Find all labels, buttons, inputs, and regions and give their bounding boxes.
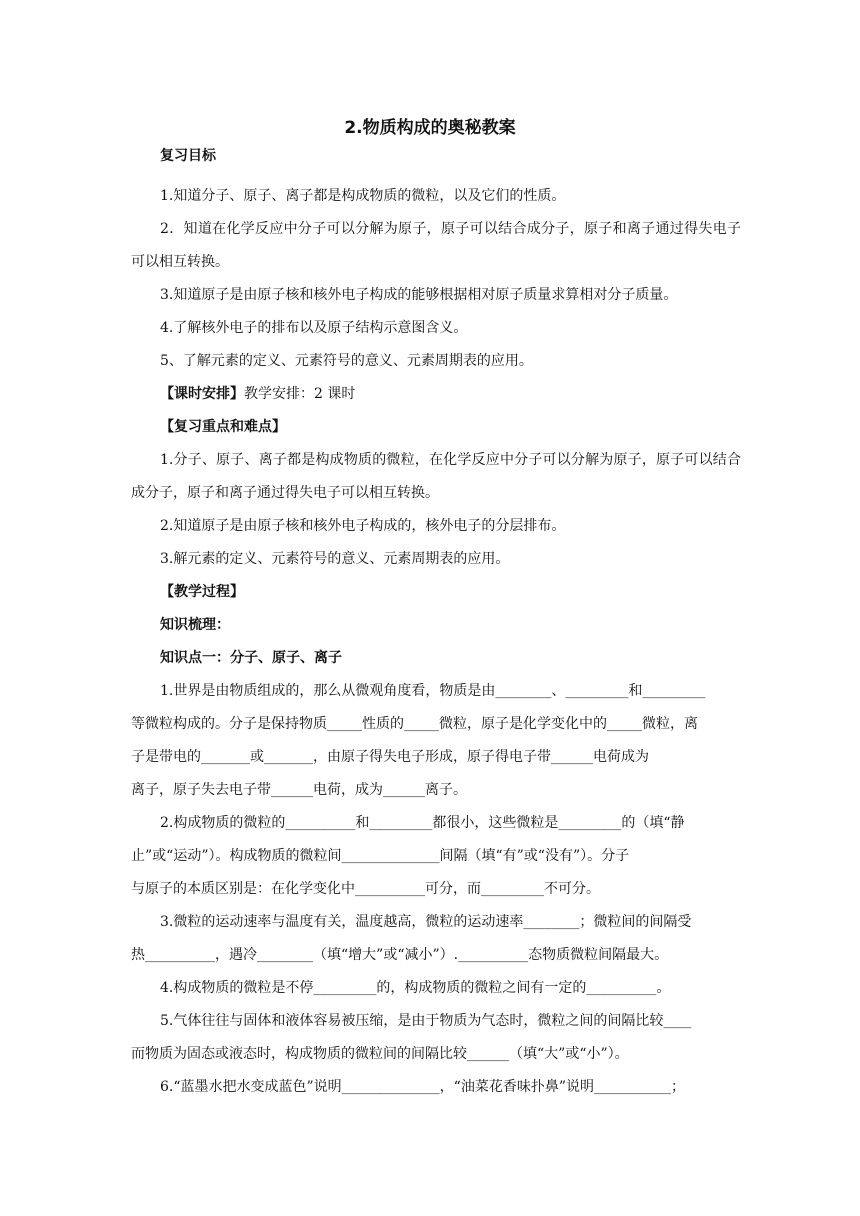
question-line: 子是带电的_______或_______，由原子得失电子形成，原子得电子带______电荷成为	[131, 749, 649, 765]
schedule-text: 教学安排：2 课时	[244, 386, 356, 402]
question-line: 5.气体往往与固体和液体容易被压缩，是由于物质为气态时，微粒之间的间隔比较____	[160, 1013, 692, 1029]
question-line: 而物质为固态或液态时，构成物质的微粒间的间隔比较______（填“大”或“小”）。	[131, 1046, 629, 1062]
point1-heading: 知识点一：分子、原子、离子	[160, 650, 342, 666]
goal-item: 5、了解元素的定义、元素符号的意义、元素周期表的应用。	[160, 353, 533, 369]
key-points-heading: 【复习重点和难点】	[160, 419, 286, 435]
goal-item: 4.了解核外电子的排布以及原子结构示意图含义。	[160, 320, 468, 336]
question-1	[131, 675, 741, 807]
question-line: 等微粒构成的。分子是保持物质_____性质的_____微粒，原子是化学变化中的_____微粒，离	[131, 716, 698, 732]
question-line: 与原子的本质区别是：在化学变化中__________可分，而_________不可分。	[131, 881, 600, 897]
question-6: 6.“蓝墨水把水变成蓝色”说明______________，“油菜花香味扑鼻”说明___________；	[160, 1079, 685, 1095]
document-title: 2.物质构成的奥秘教案	[344, 118, 516, 138]
question-5	[131, 1005, 741, 1071]
question-line: 离子，原子失去电子带______电荷，成为______离子。	[131, 782, 467, 798]
key-point-item: 3.解元素的定义、元素符号的意义、元素周期表的应用。	[160, 551, 510, 567]
schedule-label: 【课时安排】	[160, 386, 244, 402]
question-line: 2.构成物质的微粒的__________和_________都很小，这些微粒是_________的（填“静	[160, 815, 685, 831]
process-heading: 【教学过程】	[160, 584, 244, 600]
question-line: 止”或“运动”）。构成物质的微粒间______________间隔（填“有”或“没有”）。分子	[131, 848, 630, 864]
key-point-item: 1.分子、原子、离子都是构成物质的微粒，在化学反应中分子可以分解为原子，原子可以结合成分子，原子和离子通过得失电子可以相互转换。	[131, 452, 741, 501]
question-line: 3.微粒的运动速率与温度有关，温度越高，微粒的运动速率________；微粒间的间隔受	[160, 914, 692, 930]
question-line: 热__________，遇冷________（填“增大”或“减小”）.__________态物质微粒间隔最大。	[131, 947, 669, 963]
question-line: 1.世界是由物质组成的，那么从微观角度看，物质是由________、_________和_________	[160, 683, 706, 699]
schedule-line	[131, 378, 741, 411]
question-4: 4.构成物质的微粒是不停_________的，构成物质的微粒之间有一定的__________。	[160, 980, 671, 996]
question-3	[131, 906, 741, 972]
knowledge-heading: 知识梳理：	[160, 617, 230, 633]
goal-item: 3.知道原子是由原子核和核外电子构成的能够根据相对原子质量求算相对分子质量。	[160, 287, 678, 303]
goal-item: 1.知道分子、原子、离子都是构成物质的微粒，以及它们的性质。	[160, 188, 566, 204]
goal-item: 2．知道在化学反应中分子可以分解为原子，原子可以结合成分子，原子和离子通过得失电子可以相互转换。	[131, 221, 741, 270]
question-2	[131, 807, 741, 906]
key-point-item: 2.知道原子是由原子核和核外电子构成的，核外电子的分层排布。	[160, 518, 566, 534]
document-body	[131, 146, 741, 1104]
review-goals-heading: 复习目标	[160, 148, 216, 164]
